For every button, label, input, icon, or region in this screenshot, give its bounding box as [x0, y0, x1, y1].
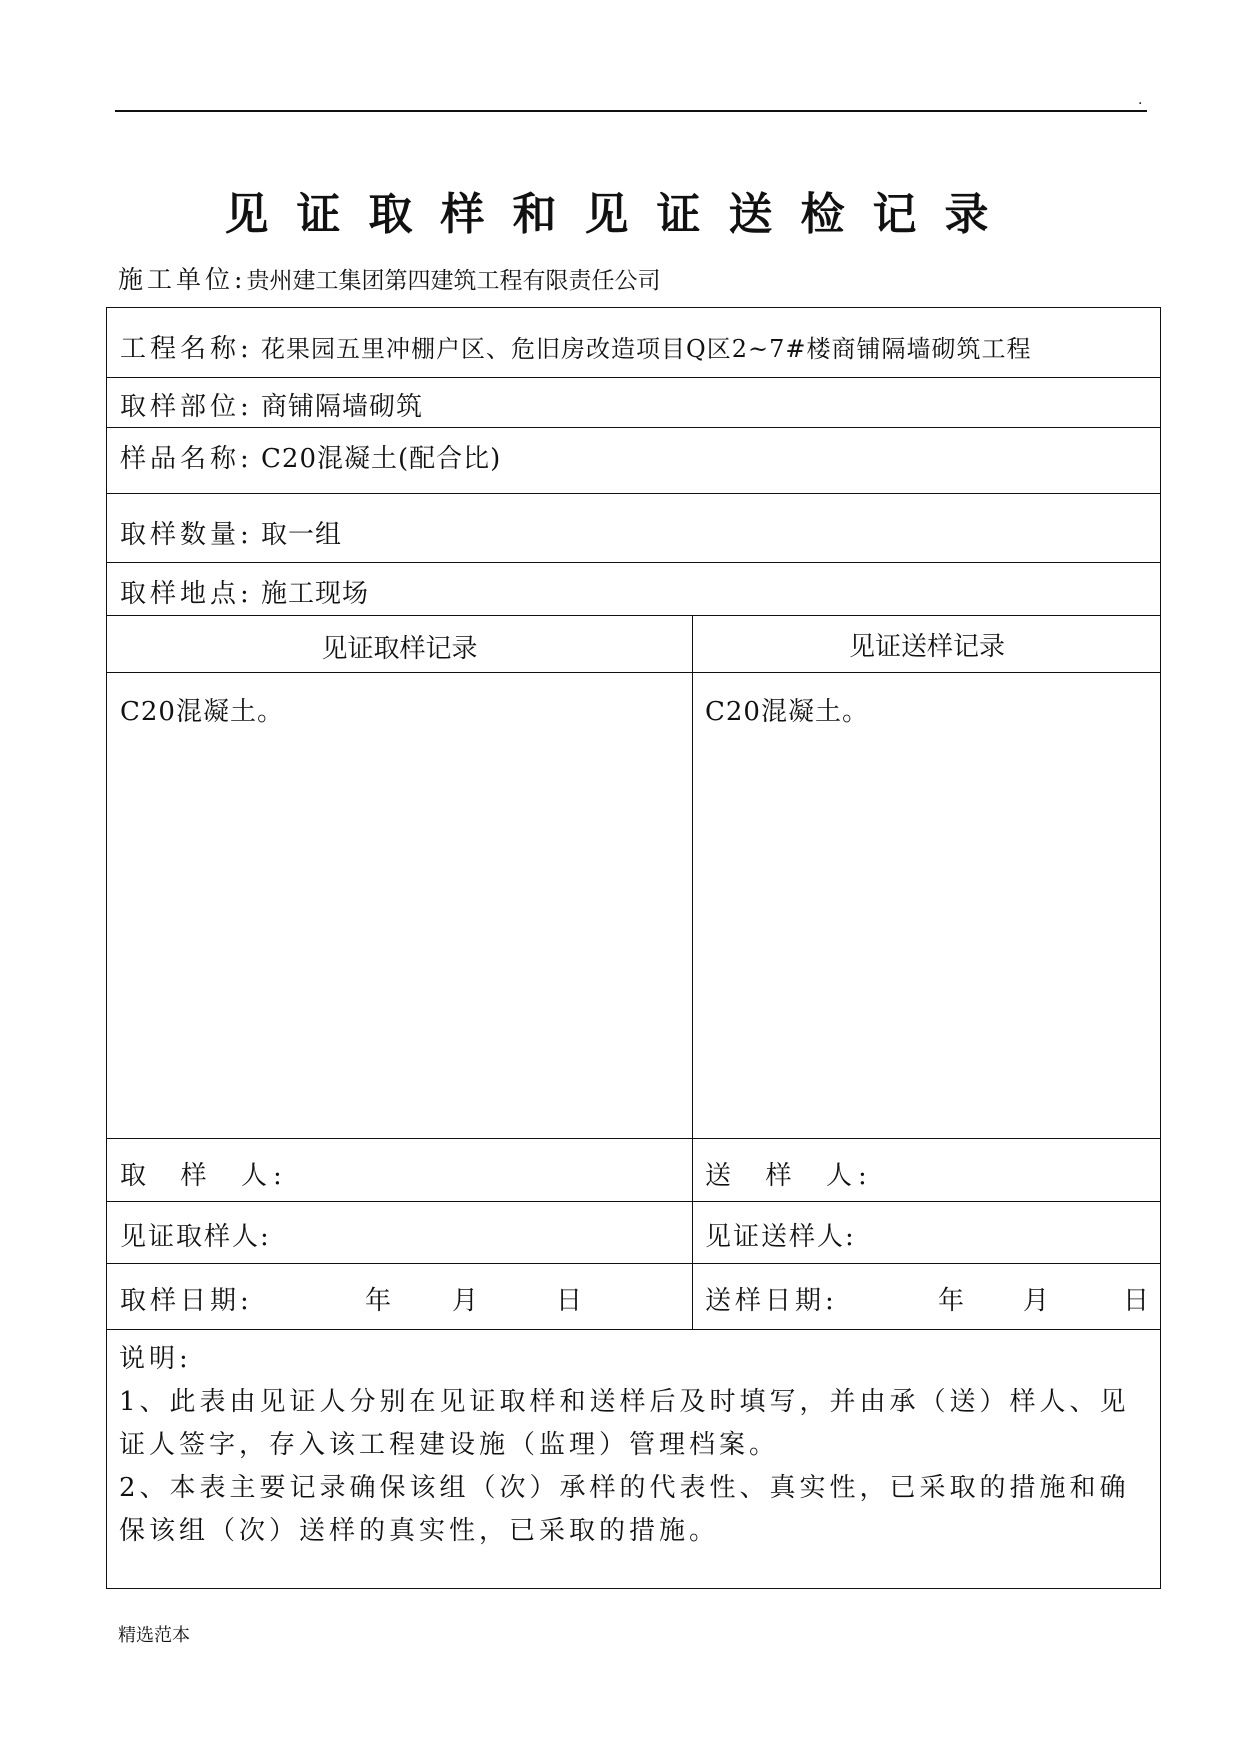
sample-date-month: 月: [452, 1286, 479, 1316]
witness-sampler-label: 见证取样人:: [120, 1222, 271, 1252]
page-title: 见证取样和见证送检记录: [224, 189, 1017, 240]
witness-sending-record-content: C20混凝土。: [705, 697, 869, 727]
sampler-label: 取 样 人:: [120, 1161, 288, 1191]
notes-row: [107, 1330, 1160, 1588]
witness-sending-record-header: 见证送样记录: [848, 632, 1005, 662]
sampler-row: [107, 1139, 1160, 1202]
construction-unit-label: 施工单位:: [118, 265, 247, 294]
notes-item-2: 2、本表主要记录确保该组（次）承样的代表性、真实性，已采取的措施和确保该组（次）送样的真实性，已采取的措施。: [119, 1473, 1130, 1546]
sample-name-label: 样品名称:: [120, 444, 253, 474]
project-name-value: 花果园五里冲棚户区、危旧房改造项目Q区2~7#楼商铺隔墙砌筑工程: [261, 335, 1032, 363]
send-date-label: 送样日期:: [705, 1286, 838, 1316]
witness-sampling-record-header: 见证取样记录: [321, 634, 478, 664]
send-date-year: 年: [938, 1286, 965, 1316]
construction-unit: [118, 260, 660, 296]
sample-quantity-row: [107, 494, 1160, 563]
date-row: [107, 1264, 1160, 1330]
project-name-row: [107, 308, 1160, 378]
header-dot: .: [1138, 92, 1143, 108]
sampling-part-value: 商铺隔墙砌筑: [261, 392, 424, 422]
record-form: [106, 307, 1161, 1589]
footer-text: 精选范本: [118, 1625, 190, 1646]
sampling-part-label: 取样部位:: [120, 392, 253, 422]
sample-name-value: C20混凝土(配合比): [261, 444, 502, 474]
header-rule: [115, 110, 1147, 112]
notes-title: 说明:: [119, 1344, 192, 1374]
witness-sender-label: 见证送样人:: [705, 1222, 856, 1252]
project-name-label: 工程名称:: [120, 334, 253, 364]
notes: [119, 1338, 1149, 1553]
send-date-day: 日: [1123, 1286, 1150, 1316]
construction-unit-value: 贵州建工集团第四建筑工程有限责任公司: [246, 268, 661, 294]
send-date-month: 月: [1023, 1286, 1050, 1316]
sample-date-day: 日: [556, 1286, 583, 1316]
sample-date-label: 取样日期:: [120, 1286, 253, 1316]
sampling-place-value: 施工现场: [261, 579, 370, 609]
record-header-row: [107, 616, 1160, 673]
sampling-part-row: [107, 378, 1160, 428]
sampling-place-label: 取样地点:: [120, 579, 253, 609]
sample-name-row: [107, 428, 1160, 494]
sample-quantity-label: 取样数量:: [120, 520, 253, 550]
witness-sampling-record-content: C20混凝土。: [120, 697, 284, 727]
notes-item-1: 1、此表由见证人分别在见证取样和送样后及时填写，并由承（送）样人、见证人签字，存入该工程建设施（监理）管理档案。: [119, 1387, 1130, 1460]
sample-date-year: 年: [365, 1286, 392, 1316]
record-content-row: [107, 673, 1160, 1139]
witness-row: [107, 1202, 1160, 1264]
sample-quantity-value: 取一组: [261, 520, 343, 550]
sampling-place-row: [107, 563, 1160, 616]
sender-label: 送 样 人:: [705, 1161, 873, 1191]
